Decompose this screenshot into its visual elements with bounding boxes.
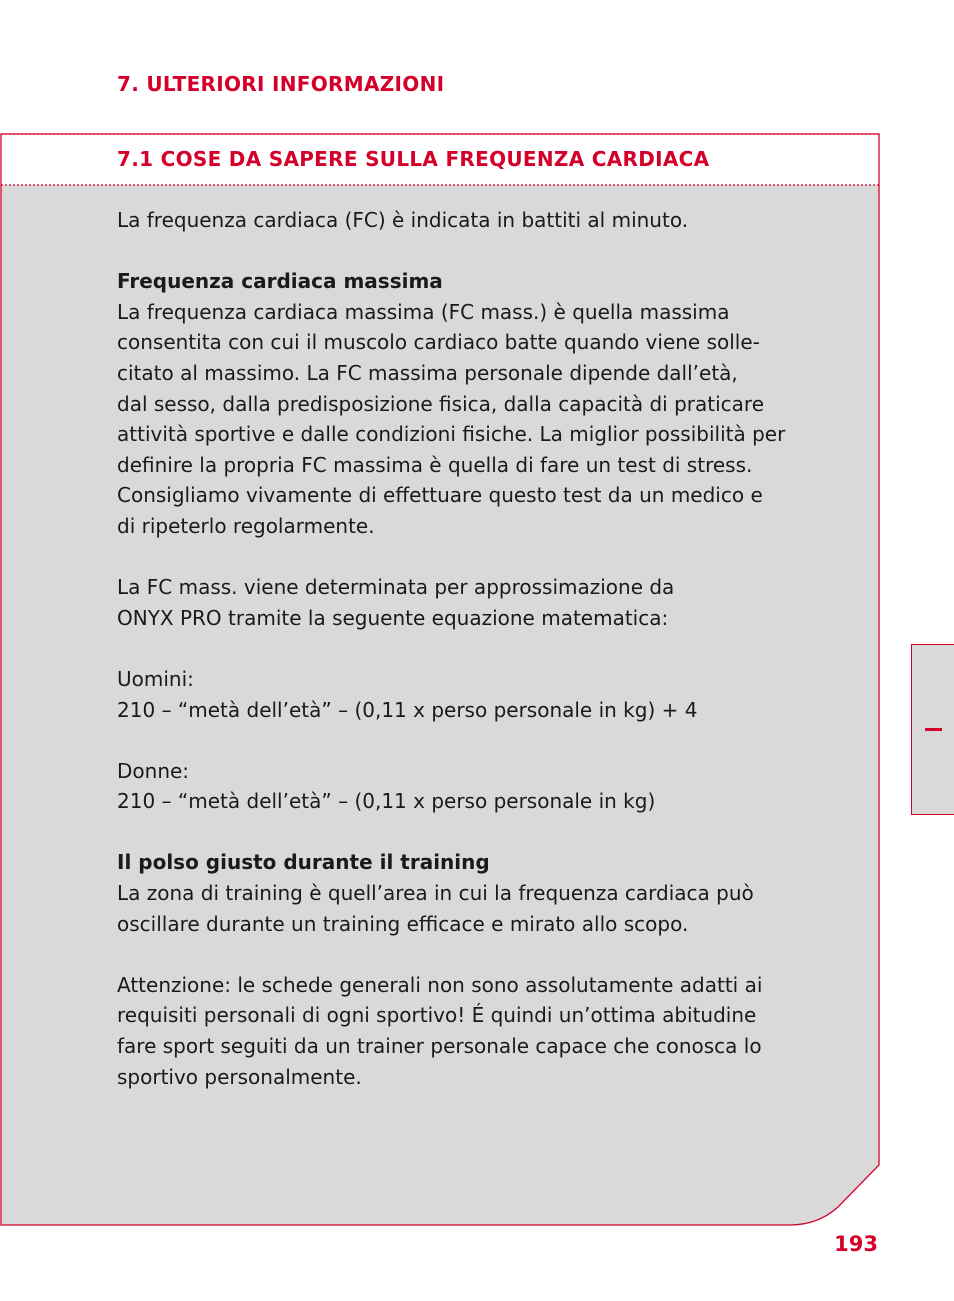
calc-line: La FC mass. viene determinata per approssimazione da — [117, 575, 675, 600]
chapter-side-tab — [911, 644, 954, 815]
warning-line: Attenzione: le schede generali non sono assolutamente adatti ai — [117, 972, 763, 997]
max-hr-line: Consigliamo vivamente di effettuare questo test da un medico e — [117, 483, 763, 508]
warning-line: sportivo personalmente. — [117, 1064, 362, 1089]
max-hr-line: La frequenza cardiaca massima (FC mass.) è quella massima — [117, 299, 730, 324]
side-tab-dash-icon — [925, 728, 942, 731]
max-hr-line: di ripeterlo regolarmente. — [117, 513, 375, 538]
men-formula: 210 – “metà dell’età” – (0,11 x perso personale in kg) + 4 — [117, 697, 698, 722]
warning-line: requisiti personali di ogni sportivo! É quindi un’ottima abitudine — [117, 1003, 757, 1028]
page-number: 193 — [834, 1232, 878, 1256]
max-hr-line: citato al massimo. La FC massima personale dipende dall’età, — [117, 360, 738, 385]
training-heading: Il polso giusto durante il training — [117, 850, 490, 875]
max-hr-line: consentita con cui il muscolo cardiaco batte quando viene solle- — [117, 330, 760, 355]
intro-paragraph: La frequenza cardiaca (FC) è indicata in battiti al minuto. — [117, 208, 689, 232]
chapter-title: 7. ULTERIORI INFORMAZIONI — [117, 72, 445, 96]
section-title: 7.1 COSE DA SAPERE SULLA FREQUENZA CARDIACA — [117, 147, 710, 171]
max-hr-line: attività sportive e dalle condizioni fisiche. La miglior possibilità per — [117, 422, 786, 447]
max-hr-line: definire la propria FC massima è quella di fare un test di stress. — [117, 452, 753, 477]
body-text — [117, 205, 832, 1092]
men-label: Uomini: — [117, 666, 194, 691]
max-hr-line: dal sesso, dalla predisposizione fisica, dalla capacità di praticare — [117, 391, 765, 416]
training-line: La zona di training è quell’area in cui la frequenza cardiaca può — [117, 881, 754, 906]
warning-line: fare sport seguiti da un trainer personale capace che conosca lo — [117, 1034, 762, 1059]
training-line: oscillare durante un training efficace e mirato allo scopo. — [117, 911, 689, 936]
calc-line: ONYX PRO tramite la seguente equazione matematica: — [117, 605, 669, 630]
max-hr-heading: Frequenza cardiaca massima — [117, 269, 443, 294]
women-formula: 210 – “metà dell’età” – (0,11 x perso personale in kg) — [117, 789, 656, 814]
women-label: Donne: — [117, 758, 190, 783]
